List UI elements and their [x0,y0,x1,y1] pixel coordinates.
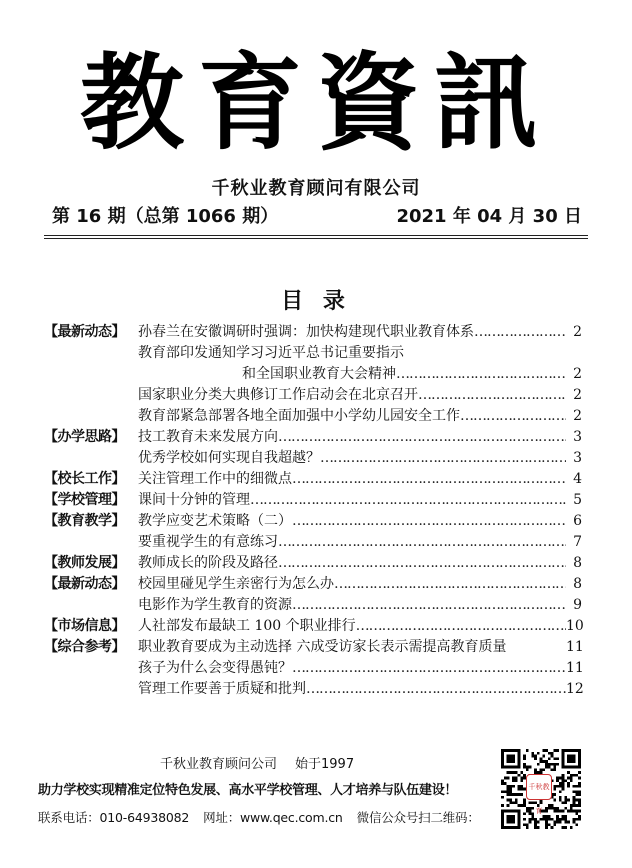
toc-entry[interactable] [44,490,582,511]
toc-title-text [138,553,566,574]
toc-entry[interactable] [44,658,582,679]
toc-title-label: 国家职业分类大典修订工作启动会在北京召开 [138,387,418,403]
toc-category: 【最新动态】 [44,324,125,340]
toc-title-text [138,679,566,700]
toc-title-label: 和全国职业教育大会精神 [242,366,396,382]
toc-page-number: 3 [573,450,582,466]
toc-title-label: 校园里碰见学生亲密行为怎么办 [138,576,334,592]
toc-title-label: 管理工作要善于质疑和批判 [138,681,306,697]
toc-entry[interactable] [44,322,582,343]
toc-title-label: 技工教育未来发展方向 [138,429,278,445]
toc-entry[interactable] [44,343,582,364]
toc-title-label: 要重视学生的有意练习 [138,534,278,550]
toc-title-text [138,490,566,511]
toc-title-text [138,385,566,406]
toc-page-number: 12 [566,681,584,697]
toc-title-label: 孙春兰在安徽调研时强调：加快构建现代职业教育体系 [138,324,474,340]
qr-logo-icon: 千秋教育 [526,774,552,800]
toc-category: 【办学思路】 [44,429,125,445]
toc-category: 【校长工作】 [44,471,125,487]
toc-page-number: 6 [573,513,582,529]
toc-page-number: 10 [566,618,584,634]
divider [44,238,588,239]
issue-info [52,202,582,226]
toc-page-number: 3 [573,429,582,445]
toc-category: 【教育教学】 [44,513,125,529]
toc-entry[interactable] [44,637,582,658]
toc-category: 【教师发展】 [44,555,125,571]
toc-page-number: 2 [573,408,582,424]
toc-title-label: 人社部发布最缺工 100 个职业排行 [138,618,356,634]
toc-title-text [138,406,566,427]
toc-title-text [138,532,566,553]
toc-title-text [242,364,566,385]
toc-entry[interactable] [44,679,582,700]
toc-title-label: 优秀学校如何实现自我超越？ [138,450,320,466]
toc-title-text [138,595,566,616]
table-of-contents [44,322,582,700]
issue-number: 第 16 期（总第 1066 期） [52,206,279,227]
toc-page-number: 2 [573,366,582,382]
toc-title-label: 教学应变艺术策略（二） [138,513,292,529]
footer-wechat: 微信公众号扫二维码： [356,810,480,825]
toc-page-number: 5 [573,492,582,508]
toc-title-label: 教师成长的阶段及路径 [138,555,278,571]
toc-entry[interactable] [44,385,582,406]
toc-category: 【最新动态】 [44,576,125,592]
toc-entry[interactable] [44,469,582,490]
toc-title-text [138,658,566,679]
toc-entry[interactable] [44,406,582,427]
toc-category: 【市场信息】 [44,618,125,634]
footer-slogan: 助力学校实现精准定位特色发展、高水平学校管理、人才培养与队伍建设！ [38,783,458,798]
toc-entry[interactable] [44,448,582,469]
toc-title: 目 录 [281,289,351,314]
toc-title-label: 课间十分钟的管理 [138,492,250,508]
toc-title-text [138,322,566,343]
toc-category: 【综合参考】 [44,639,125,655]
toc-title-text [138,637,566,658]
toc-entry[interactable] [44,532,582,553]
toc-title-text [138,511,566,532]
toc-title-label: 教育部紧急部署各地全面加强中小学幼儿园安全工作 [138,408,460,424]
issue-date: 2021 年 04 月 30 日 [396,206,582,227]
toc-page-number: 8 [573,576,582,592]
toc-title-text [138,469,566,490]
toc-title-text [138,343,566,364]
toc-entry[interactable] [44,595,582,616]
toc-page-number: 2 [573,387,582,403]
toc-category: 【学校管理】 [44,492,125,508]
toc-page-number: 8 [573,555,582,571]
divider [44,235,588,236]
toc-title-label: 孩子为什么会变得愚钝？ [138,660,292,676]
toc-title-text [138,574,566,595]
toc-title-label: 电影作为学生教育的资源 [138,597,292,613]
masthead-title: 教育資訊 [79,41,552,164]
footer-company-name: 千秋业教育顾问公司 [160,757,278,772]
toc-page-number: 9 [573,597,582,613]
toc-title-label: 关注管理工作中的细微点 [138,471,292,487]
toc-entry[interactable] [44,553,582,574]
toc-title-text [138,448,566,469]
company-name: 千秋业教育顾问有限公司 [211,178,421,199]
toc-title-label: 教育部印发通知学习习近平总书记重要指示 [138,345,404,361]
toc-title-label: 职业教育要成为主动选择 六成受访家长表示需提高教育质量 [138,639,507,655]
toc-page-number: 11 [566,639,584,655]
footer-contact [38,808,480,826]
toc-page-number: 11 [566,660,584,676]
footer-founded: 始于1997 [295,757,355,772]
toc-title-text [138,427,566,448]
toc-page-number: 2 [573,324,582,340]
footer-website[interactable]: 网址：www.qec.com.cn [203,810,343,825]
toc-entry[interactable] [44,511,582,532]
toc-entry[interactable] [44,364,582,385]
toc-page-number: 4 [573,471,582,487]
toc-entry[interactable] [44,427,582,448]
footer-phone: 联系电话：010-64938082 [38,810,190,825]
toc-page-number: 7 [573,534,582,550]
footer-company [160,753,354,772]
toc-entry[interactable] [44,616,582,637]
toc-entry[interactable] [44,574,582,595]
toc-title-text [138,616,566,637]
